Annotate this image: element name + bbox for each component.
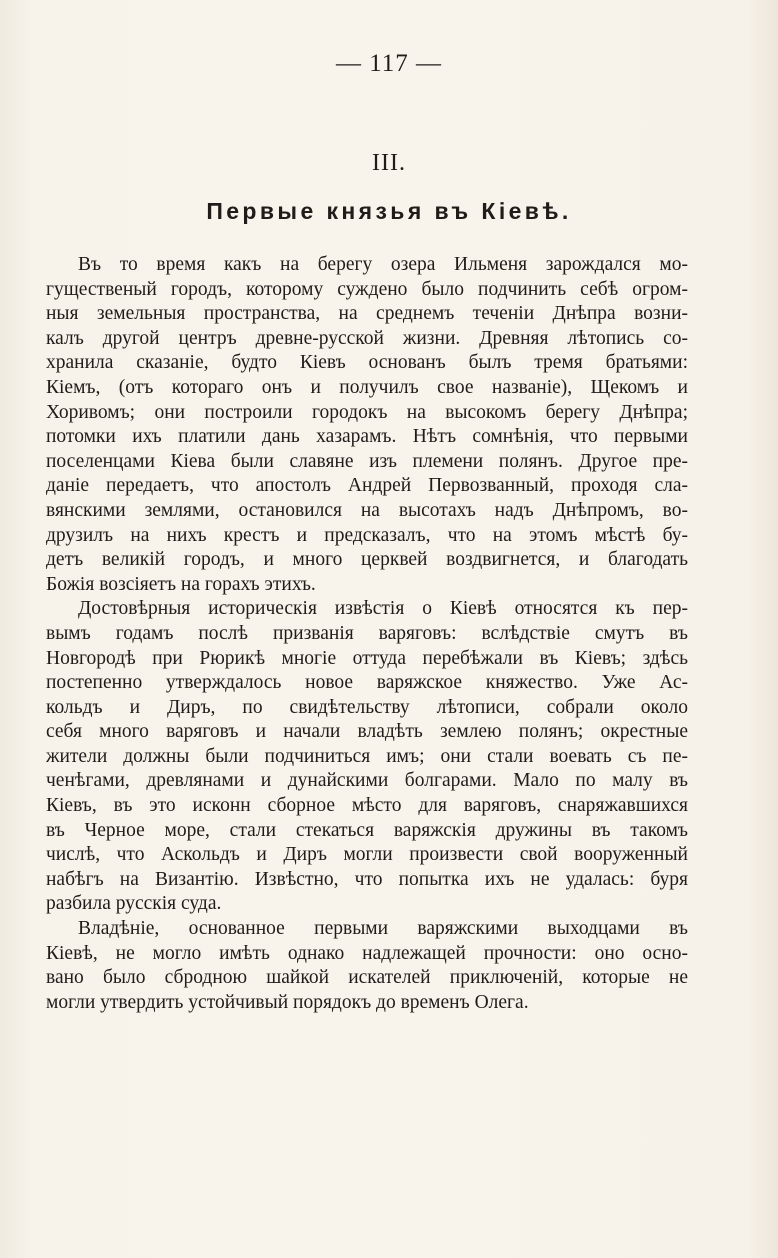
text-line: поселенцами Кіева были славяне изъ племени полянъ. Другое пре- [46, 450, 688, 472]
paragraph [46, 597, 688, 917]
text-line: вымъ годамъ послѣ призванія варяговъ: вслѣдствіе смутъ въ [46, 622, 688, 644]
page-number: — 117 — [335, 50, 443, 77]
text-line: Владѣніе, основанное первыми варяжскими выходцами въ [78, 918, 688, 940]
text-line: постепенно утверждалось новое варяжское княжество. Уже Ас- [46, 672, 688, 694]
text-line: детъ великій городъ, и много церквей воздвигнется, и благодать [46, 549, 688, 571]
text-line: ченѣгами, древлянами и дунайскими болгарами. Мало по малу въ [46, 770, 688, 792]
text-line: вано было сбродною шайкой искателей приключеній, которые не [46, 967, 688, 989]
text-line: Достовѣрныя историческія извѣстія о Кіевѣ относятся къ пер- [78, 598, 688, 620]
text-line: ныя земельныя пространства, на среднемъ теченіи Днѣпра возни- [46, 303, 688, 325]
chapter-number: III. [372, 150, 406, 176]
text-line: кольдъ и Диръ, по свидѣтельству лѣтописи, собрали около [46, 696, 688, 718]
text-line: Въ то время какъ на берегу озера Ильменя зарождался мо- [78, 254, 688, 275]
text-line: въ Черное море, стали стекаться варяжскія дружины въ такомъ [46, 819, 688, 841]
text-line: калъ другой центръ древне-русской жизни. Древняя лѣтопись со- [46, 327, 688, 349]
text-line: Кіевѣ, не могло имѣть однако надлежащей прочности: оно осно- [46, 942, 688, 964]
paragraph [46, 253, 688, 597]
text-line: друзилъ на нихъ крестъ и предсказалъ, что на этомъ мѣстѣ бу- [46, 524, 688, 546]
text-line: жители должны были подчиниться имъ; они стали воевать съ пе- [46, 745, 688, 767]
text-line: хранила сказаніе, будто Кіевъ основанъ былъ тремя братьями: [46, 352, 688, 374]
text-line: вянскими землями, остановился на высотахъ надъ Днѣпромъ, во- [46, 499, 688, 521]
text-line: себя много варяговъ и начали владѣть землею полянъ; окрестные [46, 721, 688, 743]
paragraph [46, 917, 688, 1015]
text-line: Кіемъ, (отъ котораго онъ и получилъ свое названіе), Щекомъ и [46, 376, 688, 398]
text-line: Кіевъ, въ это исконн сборное мѣсто для варяговъ, снаряжавшихся [46, 795, 688, 817]
text-line: Хоривомъ; они построили городокъ на высокомъ берегу Днѣпра; [46, 401, 688, 423]
text-line: гущественый городъ, которому суждено было подчинить себѣ огром- [46, 278, 688, 300]
chapter-title: Первые князья въ Кіевѣ. [206, 198, 572, 224]
body-text [46, 253, 688, 1015]
text-line: Новгородѣ при Рюрикѣ многіе оттуда перебѣжали въ Кіевъ; здѣсь [46, 647, 688, 669]
text-line: даніе передаетъ, что апостолъ Андрей Первозванный, проходя сла- [46, 475, 688, 497]
text-line: разбила русскія суда. [46, 893, 222, 915]
text-line: потомки ихъ платили дань хазарамъ. Нѣтъ сомнѣнія, что первыми [46, 426, 688, 448]
text-line: числѣ, что Аскольдъ и Диръ могли произвести свой вооруженный [46, 844, 688, 866]
text-line: Божія возсіяетъ на горахъ этихъ. [46, 573, 316, 595]
text-line: набѣгъ на Византію. Извѣстно, что попытка ихъ не удалась: буря [46, 868, 688, 890]
text-line: могли утвердить устойчивый порядокъ до временъ Олега. [46, 991, 529, 1013]
